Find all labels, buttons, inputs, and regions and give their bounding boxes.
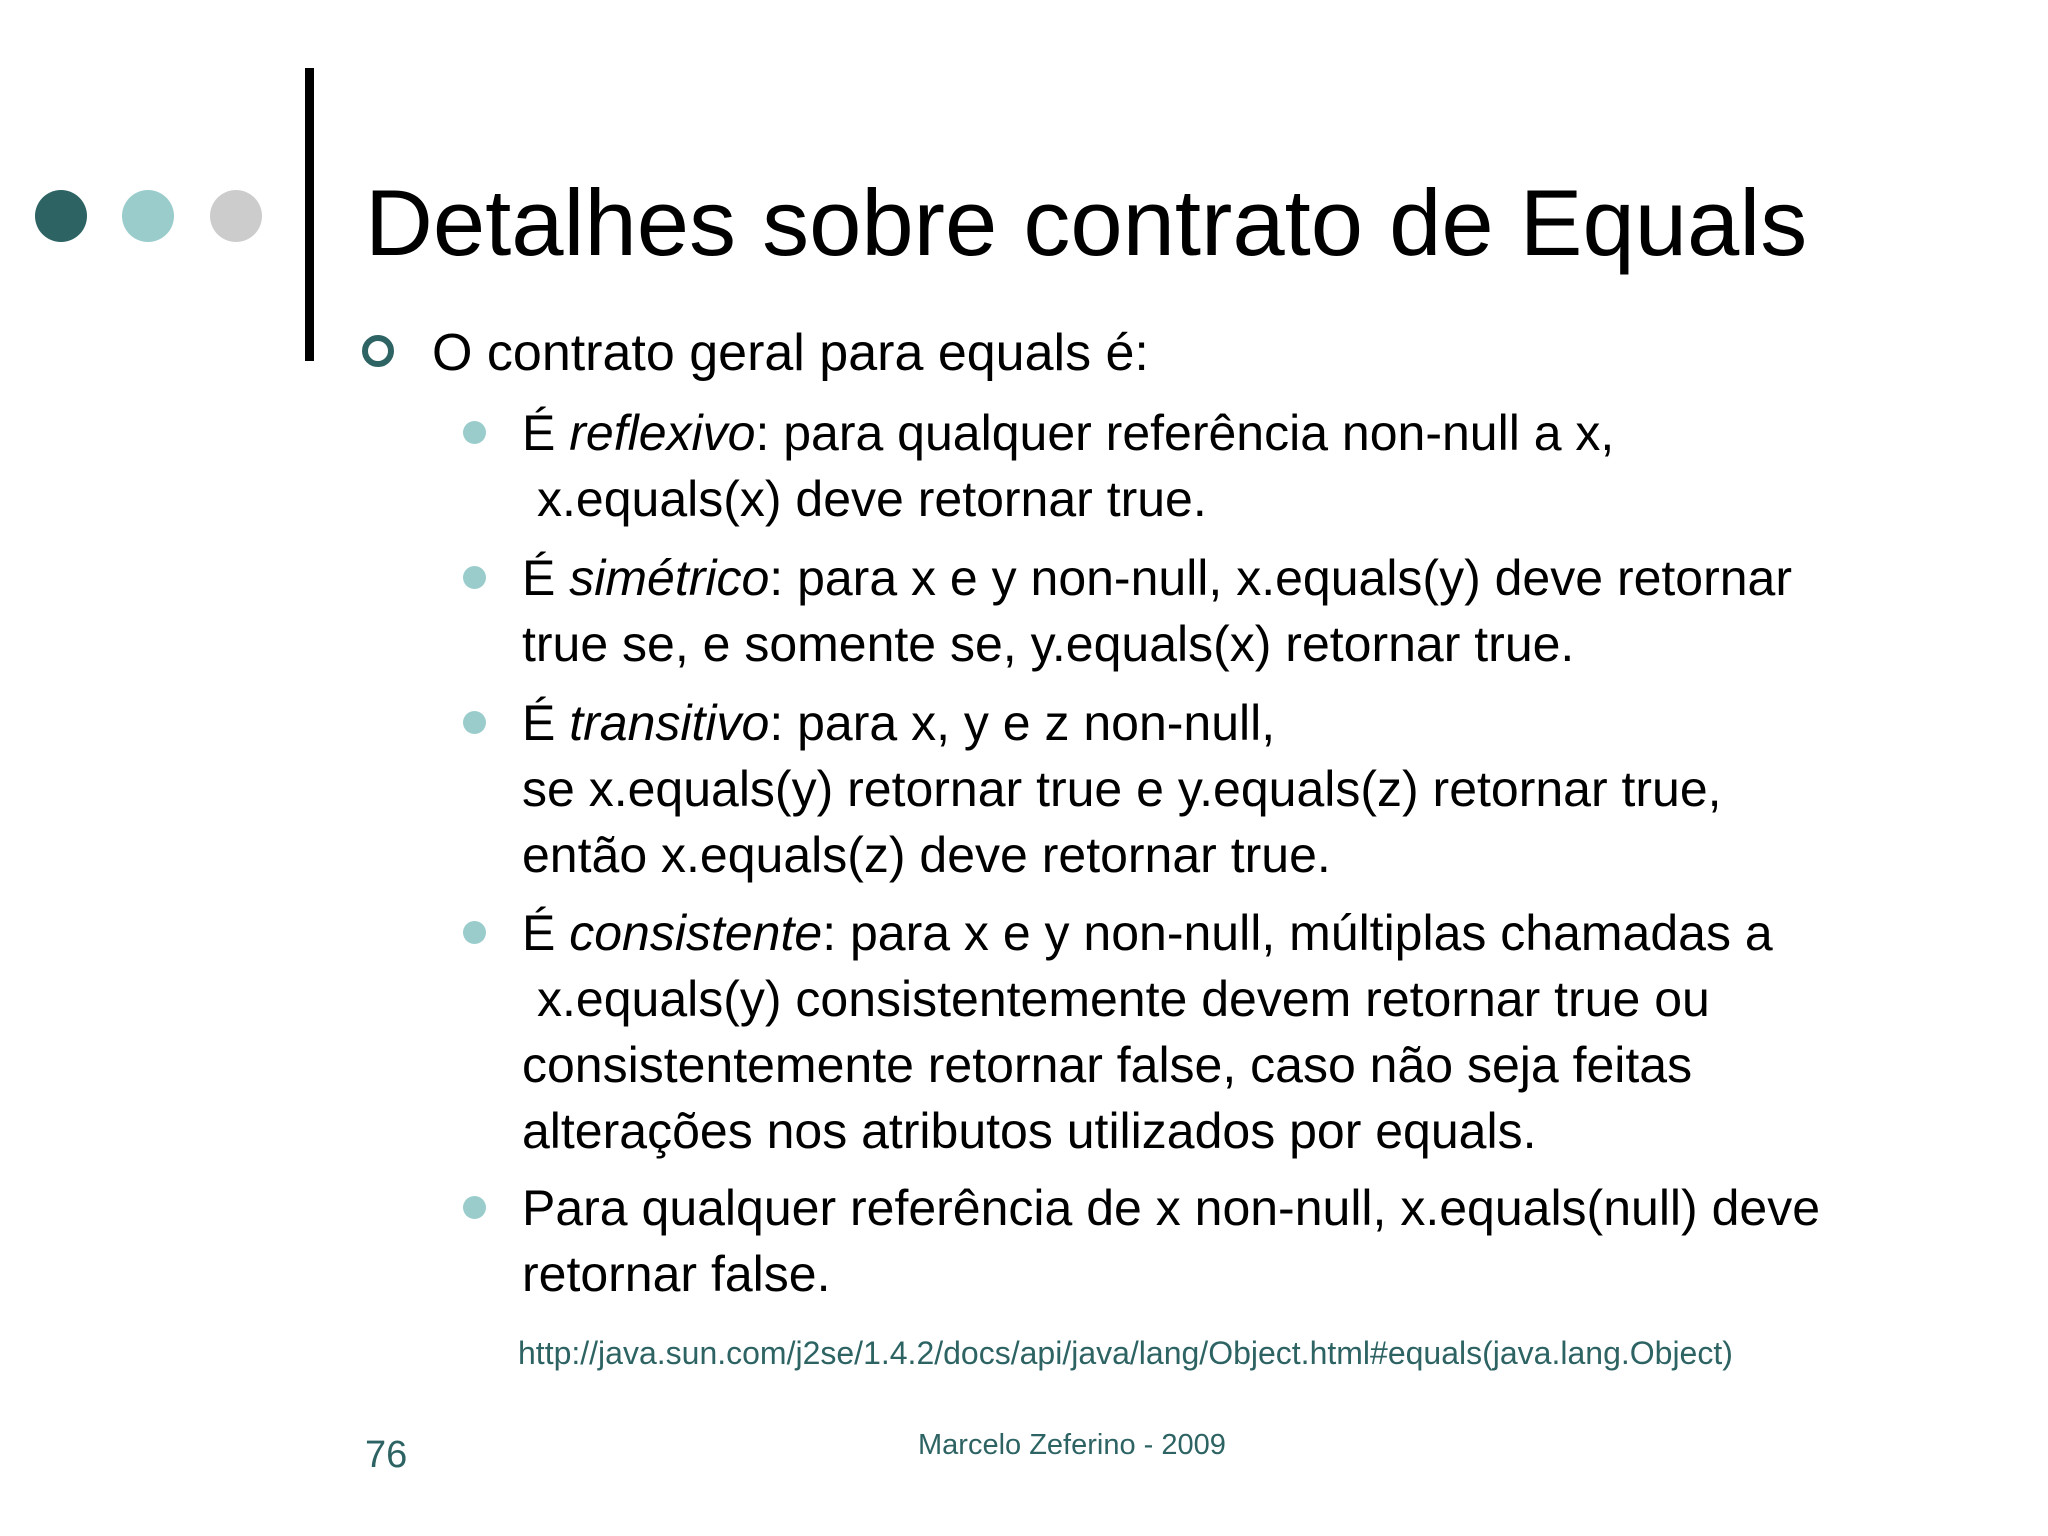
list-item-simetrico: É simétrico: para x e y non-null, x.equals(y) deve retornar true se, e somente se, y.equals(x) retornar true. — [522, 550, 1793, 672]
bullet-icon — [463, 921, 486, 944]
bullet-icon — [463, 566, 486, 589]
decor-dot-dark — [35, 190, 87, 242]
list-item-consistente: É consistente: para x e y non-null, múltiplas chamadas a x.equals(y) consistentemente devem retornar true ou consistentemente retornar false, caso não seja feitas alterações nos atributos utilizados por equals. — [522, 905, 1773, 1159]
term-reflexivo: reflexivo — [569, 405, 756, 461]
decor-dot-gray — [210, 190, 262, 242]
term-transitivo: transitivo — [569, 695, 770, 751]
bullet-icon — [463, 1196, 486, 1219]
bullet-icon — [463, 711, 486, 734]
term-consistente: consistente — [569, 905, 823, 961]
bullet-icon — [463, 421, 486, 444]
list-item-reflexivo: É reflexivo: para qualquer referência non-null a x, x.equals(x) deve retornar true. — [522, 405, 1615, 527]
slide-number: 76 — [365, 1434, 408, 1476]
list-item-transitivo: É transitivo: para x, y e z non-null, se x.equals(y) retornar true e y.equals(z) retornar true, então x.equals(z) deve retornar true. — [522, 695, 1722, 883]
term-simetrico: simétrico — [569, 550, 770, 606]
decor-dot-teal — [122, 190, 174, 242]
title-divider-bar — [305, 68, 314, 361]
slide-title: Detalhes sobre contrato de Equals — [365, 170, 1808, 275]
list-item-null: Para qualquer referência de x non-null, x.equals(null) deve retornar false. — [522, 1180, 1820, 1302]
level1-bullet-icon — [362, 335, 394, 367]
intro-text: O contrato geral para equals é: — [432, 324, 1149, 382]
footer-author: Marcelo Zeferino - 2009 — [918, 1429, 1226, 1461]
reference-link[interactable]: http://java.sun.com/j2se/1.4.2/docs/api/java/lang/Object.html#equals(java.lang.Object) — [518, 1335, 1733, 1371]
